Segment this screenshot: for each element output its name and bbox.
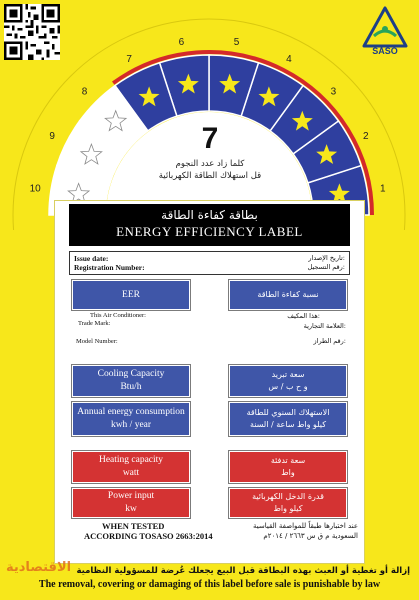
heating-capacity-label-ar: سعة تدفئة [270,456,306,465]
dial-scale-number-2: 2 [363,131,369,143]
annual-energy-unit: kwh / year [110,420,152,430]
rating-caption-line1: كلما زاد عدد النجوم [175,159,245,169]
eer-box-ar [229,280,347,310]
annual-energy-unit-ar: كيلو واط ساعة / السنة [249,420,327,429]
power-input-label-ar: قدرة الدخل الكهربائية [252,492,324,501]
annual-energy-label-ar: الاستهلاك السنوي للطاقة [246,408,330,417]
registration-number-label: Registration Number: [74,263,145,272]
eer-label: EER [122,289,140,300]
annual-energy-box-ar [229,402,347,436]
rating-caption [130,158,290,182]
power-input-box-ar [229,488,347,518]
test-standard-line2: ACCORDING TOSASO 2663:2014 [84,531,213,541]
dial-scale-number-1: 1 [380,183,386,195]
label-title-ar: بطاقة كفاءة الطاقة [161,208,258,222]
dial-scale-number-9: 9 [49,131,55,143]
power-input-unit: kw [125,504,137,514]
warning-text-ar: إزالة أو تغطية أو العبث بهذه البطاقة قبل البيع يجعلك عُرضة للمسؤولية النظامية [76,566,410,576]
cooling-capacity-box [72,365,190,397]
registration-number-label-ar: رقم التسجيل: [307,263,345,271]
dial-scale-number-8: 8 [81,86,88,98]
cooling-capacity-box-ar [229,365,347,397]
dial-scale-number-3: 3 [330,86,337,98]
cooling-capacity-unit: Btu/h [120,382,142,392]
issue-info-box [69,251,350,275]
eer-label-ar: نسبة كفاءة الطاقة [257,290,319,299]
model-number-label-ar: رقم الطراز: [313,337,346,345]
heating-capacity-box [72,451,190,483]
trade-mark-label-ar: العلامة التجارية: [303,322,346,330]
test-standard-ar-line2: السعودية م ق س ٢٦٦٣ / ٢٠١٤م [263,532,358,540]
dial-scale-number-7: 7 [126,54,132,66]
dial-scale-number-4: 4 [286,54,292,66]
heating-capacity-unit-ar: واط [281,468,295,477]
issue-date-label: Issue date: [74,254,109,263]
test-standard-ar-line1: عند اختبارها طبقاً للمواصفة القياسية [253,522,358,530]
dial-scale-number-10: 10 [29,183,41,195]
saso-logo-text: SASO [372,46,398,56]
air-conditioner-label: This Air Conditioner: [90,312,146,319]
power-input-unit-ar: كيلو واط [273,504,303,513]
star-rating-number: 7 [201,122,219,155]
dial-scale-number-6: 6 [178,37,185,49]
annual-energy-label: Annual energy consumption [77,407,185,417]
issue-date-label-ar: تاريخ الإصدار: [308,254,345,262]
star-rating-dial [0,0,419,230]
heating-capacity-unit: watt [122,468,140,478]
cooling-capacity-label-ar: سعة تبريد [271,370,305,379]
power-input-label: Power input [107,491,155,501]
test-standard-ar [232,521,358,541]
cooling-capacity-label: Cooling Capacity [97,369,165,379]
model-number-label: Model Number: [76,338,118,345]
test-standard-en [84,521,224,541]
test-standard-line1: WHEN TESTED [102,521,165,531]
cooling-capacity-unit-ar: و ح ب / س [268,382,308,391]
power-input-box [72,488,190,518]
air-conditioner-label-ar: هذا المكيف: [287,312,320,320]
eer-box [72,280,190,310]
annual-energy-box [72,402,190,436]
warning-text-en: The removal, covering or damaging of this label before sale is punishable by law [38,579,381,590]
rating-caption-line2: قل استهلاك الطاقة الكهربائية [158,171,262,181]
label-title-bar [69,204,350,246]
trade-mark-label: Trade Mark: [78,320,111,327]
dial-scale-number-5: 5 [233,37,240,49]
heating-capacity-box-ar [229,451,347,483]
heating-capacity-label: Heating capacity [98,455,164,465]
issue-info-ar [308,254,345,272]
label-title-en: ENERGY EFFICIENCY LABEL [116,224,303,239]
issue-info-en [74,254,145,272]
watermark-logo: الاقتصادية [6,560,72,575]
